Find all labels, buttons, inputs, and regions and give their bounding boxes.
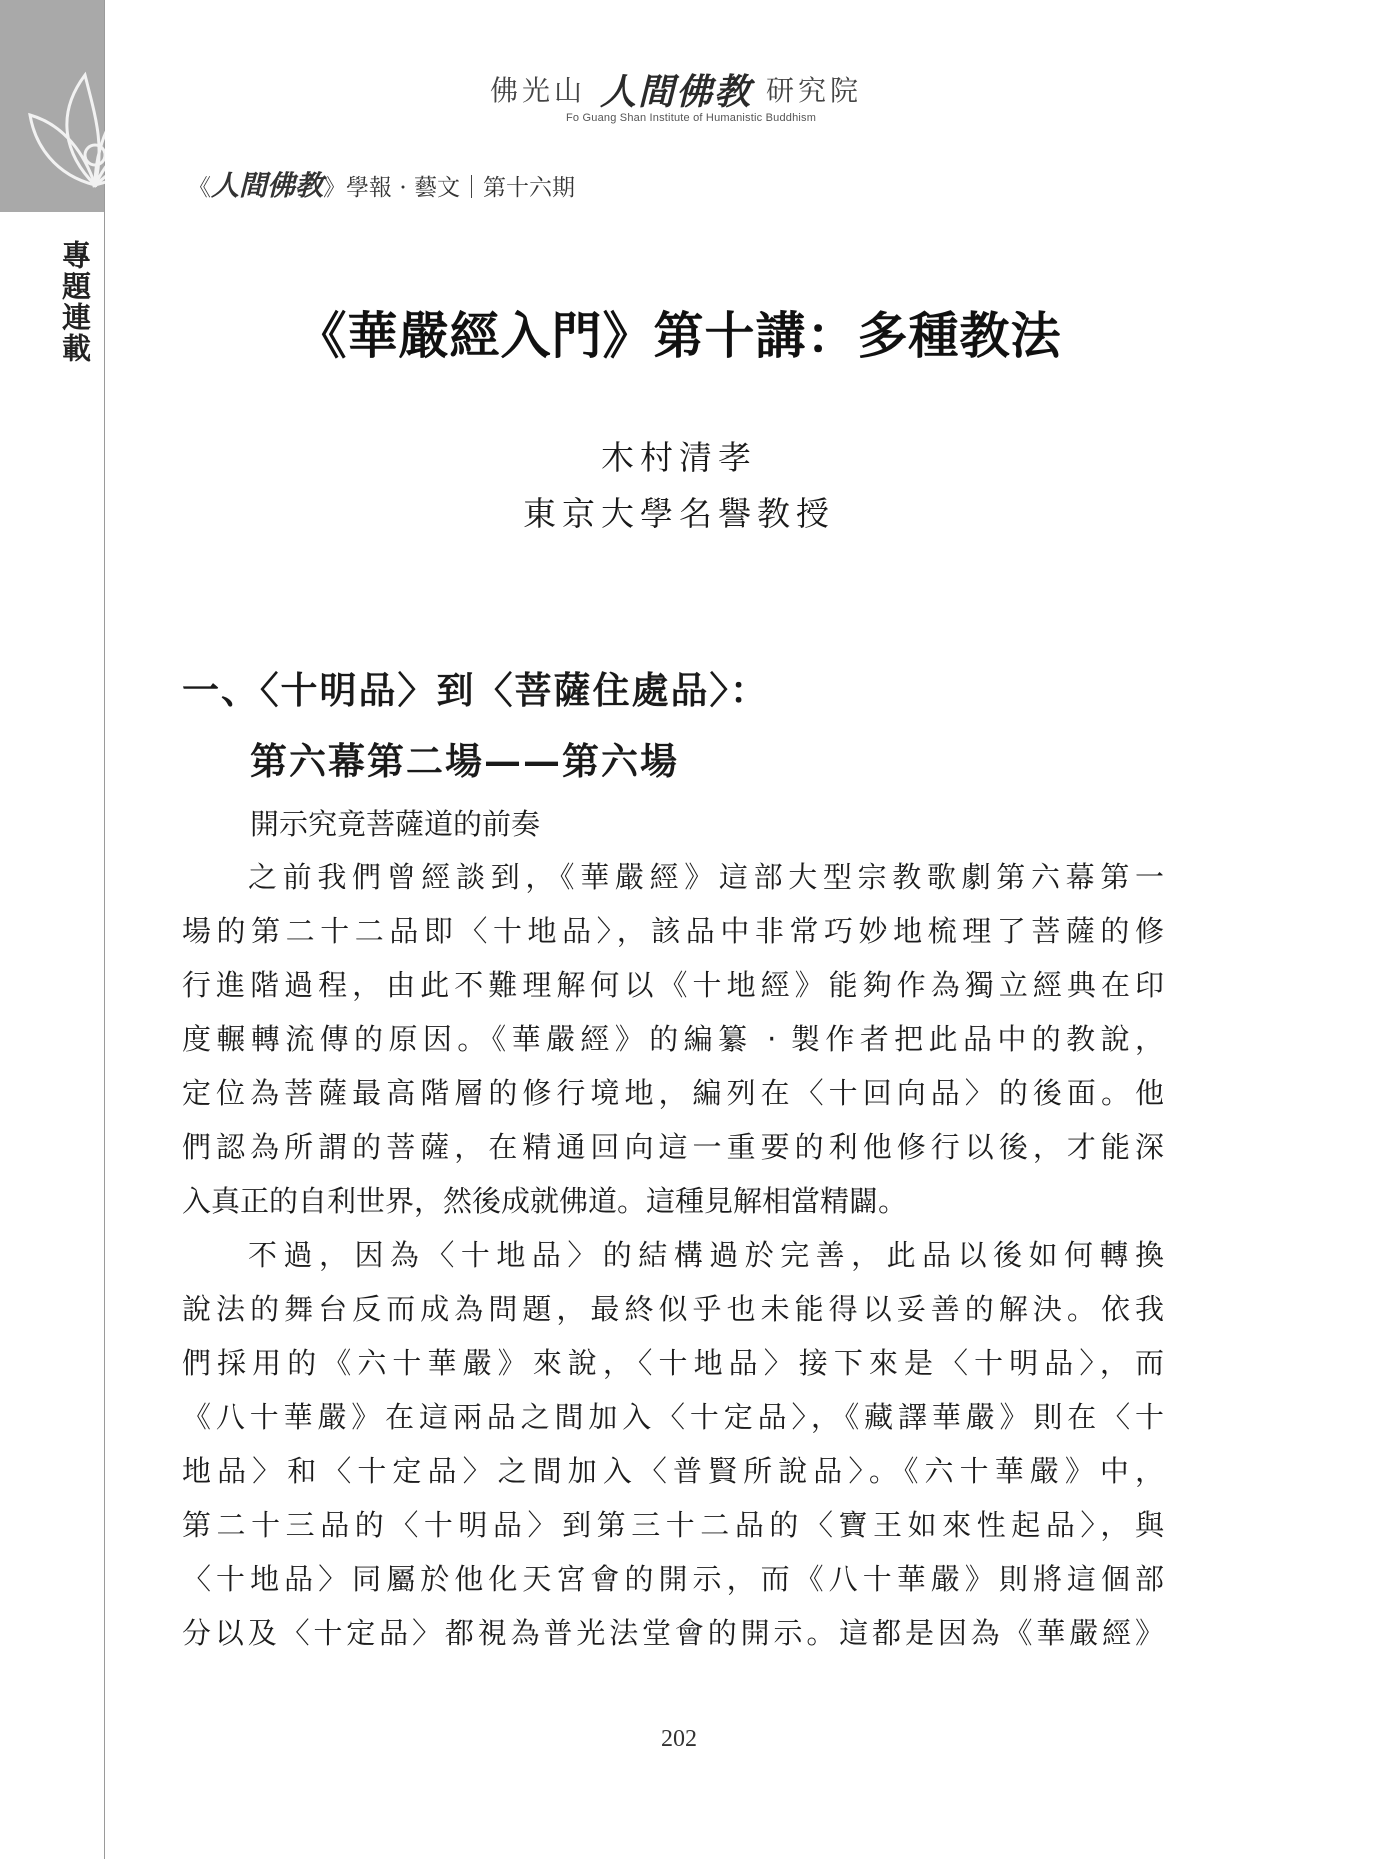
text-line: 分以及〈十定品〉都視為普光法堂會的開示。這都是因為《華嚴經》 xyxy=(182,1616,1164,1650)
journal-brand: 人間佛教 xyxy=(211,169,324,202)
text-line: 〈十地品〉同屬於他化天宮會的開示，而《八十華嚴》則將這個部 xyxy=(182,1562,1164,1596)
article-title: 《華嚴經入門》第十講：多種教法 xyxy=(296,306,1062,365)
text-line: 度輾轉流傳的原因。《華嚴經》的編纂 · 製作者把此品中的教說， xyxy=(182,1022,1164,1056)
text-line: 不過，因為〈十地品〉的結構過於完善，此品以後如何轉換 xyxy=(248,1238,1164,1272)
journal-bracket-open: 《 xyxy=(188,175,211,201)
text-line: 定位為菩薩最高階層的修行境地，編列在〈十回向品〉的後面。他 xyxy=(182,1076,1164,1110)
text-line: 說法的舞台反而成為問題，最終似乎也未能得以妥善的解決。依我 xyxy=(182,1292,1164,1326)
author-affiliation: 東京大學名譽教授 xyxy=(523,494,835,533)
page-number: 202 xyxy=(661,1726,697,1752)
section-side-label: 專題連載 xyxy=(58,240,92,364)
section-subheading: 第六幕第二場——第六場 xyxy=(250,739,679,783)
section-heading: 一、〈十明品〉到〈菩薩住處品〉： xyxy=(182,668,769,712)
text-line: 地品〉和〈十定品〉之間加入〈普賢所說品〉。《六十華嚴》中， xyxy=(182,1454,1164,1488)
author-name: 木村清孝 xyxy=(601,438,757,477)
body-text xyxy=(182,850,1164,1660)
institute-english-name: Fo Guang Shan Institute of Humanistic Buddhism xyxy=(566,112,817,124)
institute-name-right: 研究院 xyxy=(766,74,863,107)
journal-running-header xyxy=(188,164,575,204)
institute-brand: 人間佛教 xyxy=(600,70,753,113)
text-line: 入真正的自利世界，然後成就佛道。這種見解相當精闢。 xyxy=(182,1184,908,1218)
lotus-logo-icon xyxy=(25,35,205,205)
text-line: 場的第二十二品即〈十地品〉，該品中非常巧妙地梳理了菩薩的修 xyxy=(182,914,1164,948)
institute-header xyxy=(490,64,862,114)
subsection-heading: 開示究竟菩薩道的前奏 xyxy=(250,807,541,841)
text-line: 第二十三品的〈十明品〉到第三十二品的〈寶王如來性起品〉，與 xyxy=(182,1508,1164,1542)
text-line: 們採用的《六十華嚴》來說，〈十地品〉接下來是〈十明品〉，而 xyxy=(182,1346,1164,1380)
journal-issue: 》學報 · 藝文｜第十六期 xyxy=(323,175,575,201)
text-line: 之前我們曾經談到，《華嚴經》這部大型宗教歌劇第六幕第一 xyxy=(248,860,1164,894)
text-line: 《八十華嚴》在這兩品之間加入〈十定品〉，《藏譯華嚴》則在〈十 xyxy=(182,1400,1164,1434)
institute-name-left: 佛光山 xyxy=(490,74,587,107)
text-line: 行進階過程，由此不難理解何以《十地經》能夠作為獨立經典在印 xyxy=(182,968,1164,1002)
text-line: 們認為所謂的菩薩，在精通回向這一重要的利他修行以後，才能深 xyxy=(182,1130,1164,1164)
